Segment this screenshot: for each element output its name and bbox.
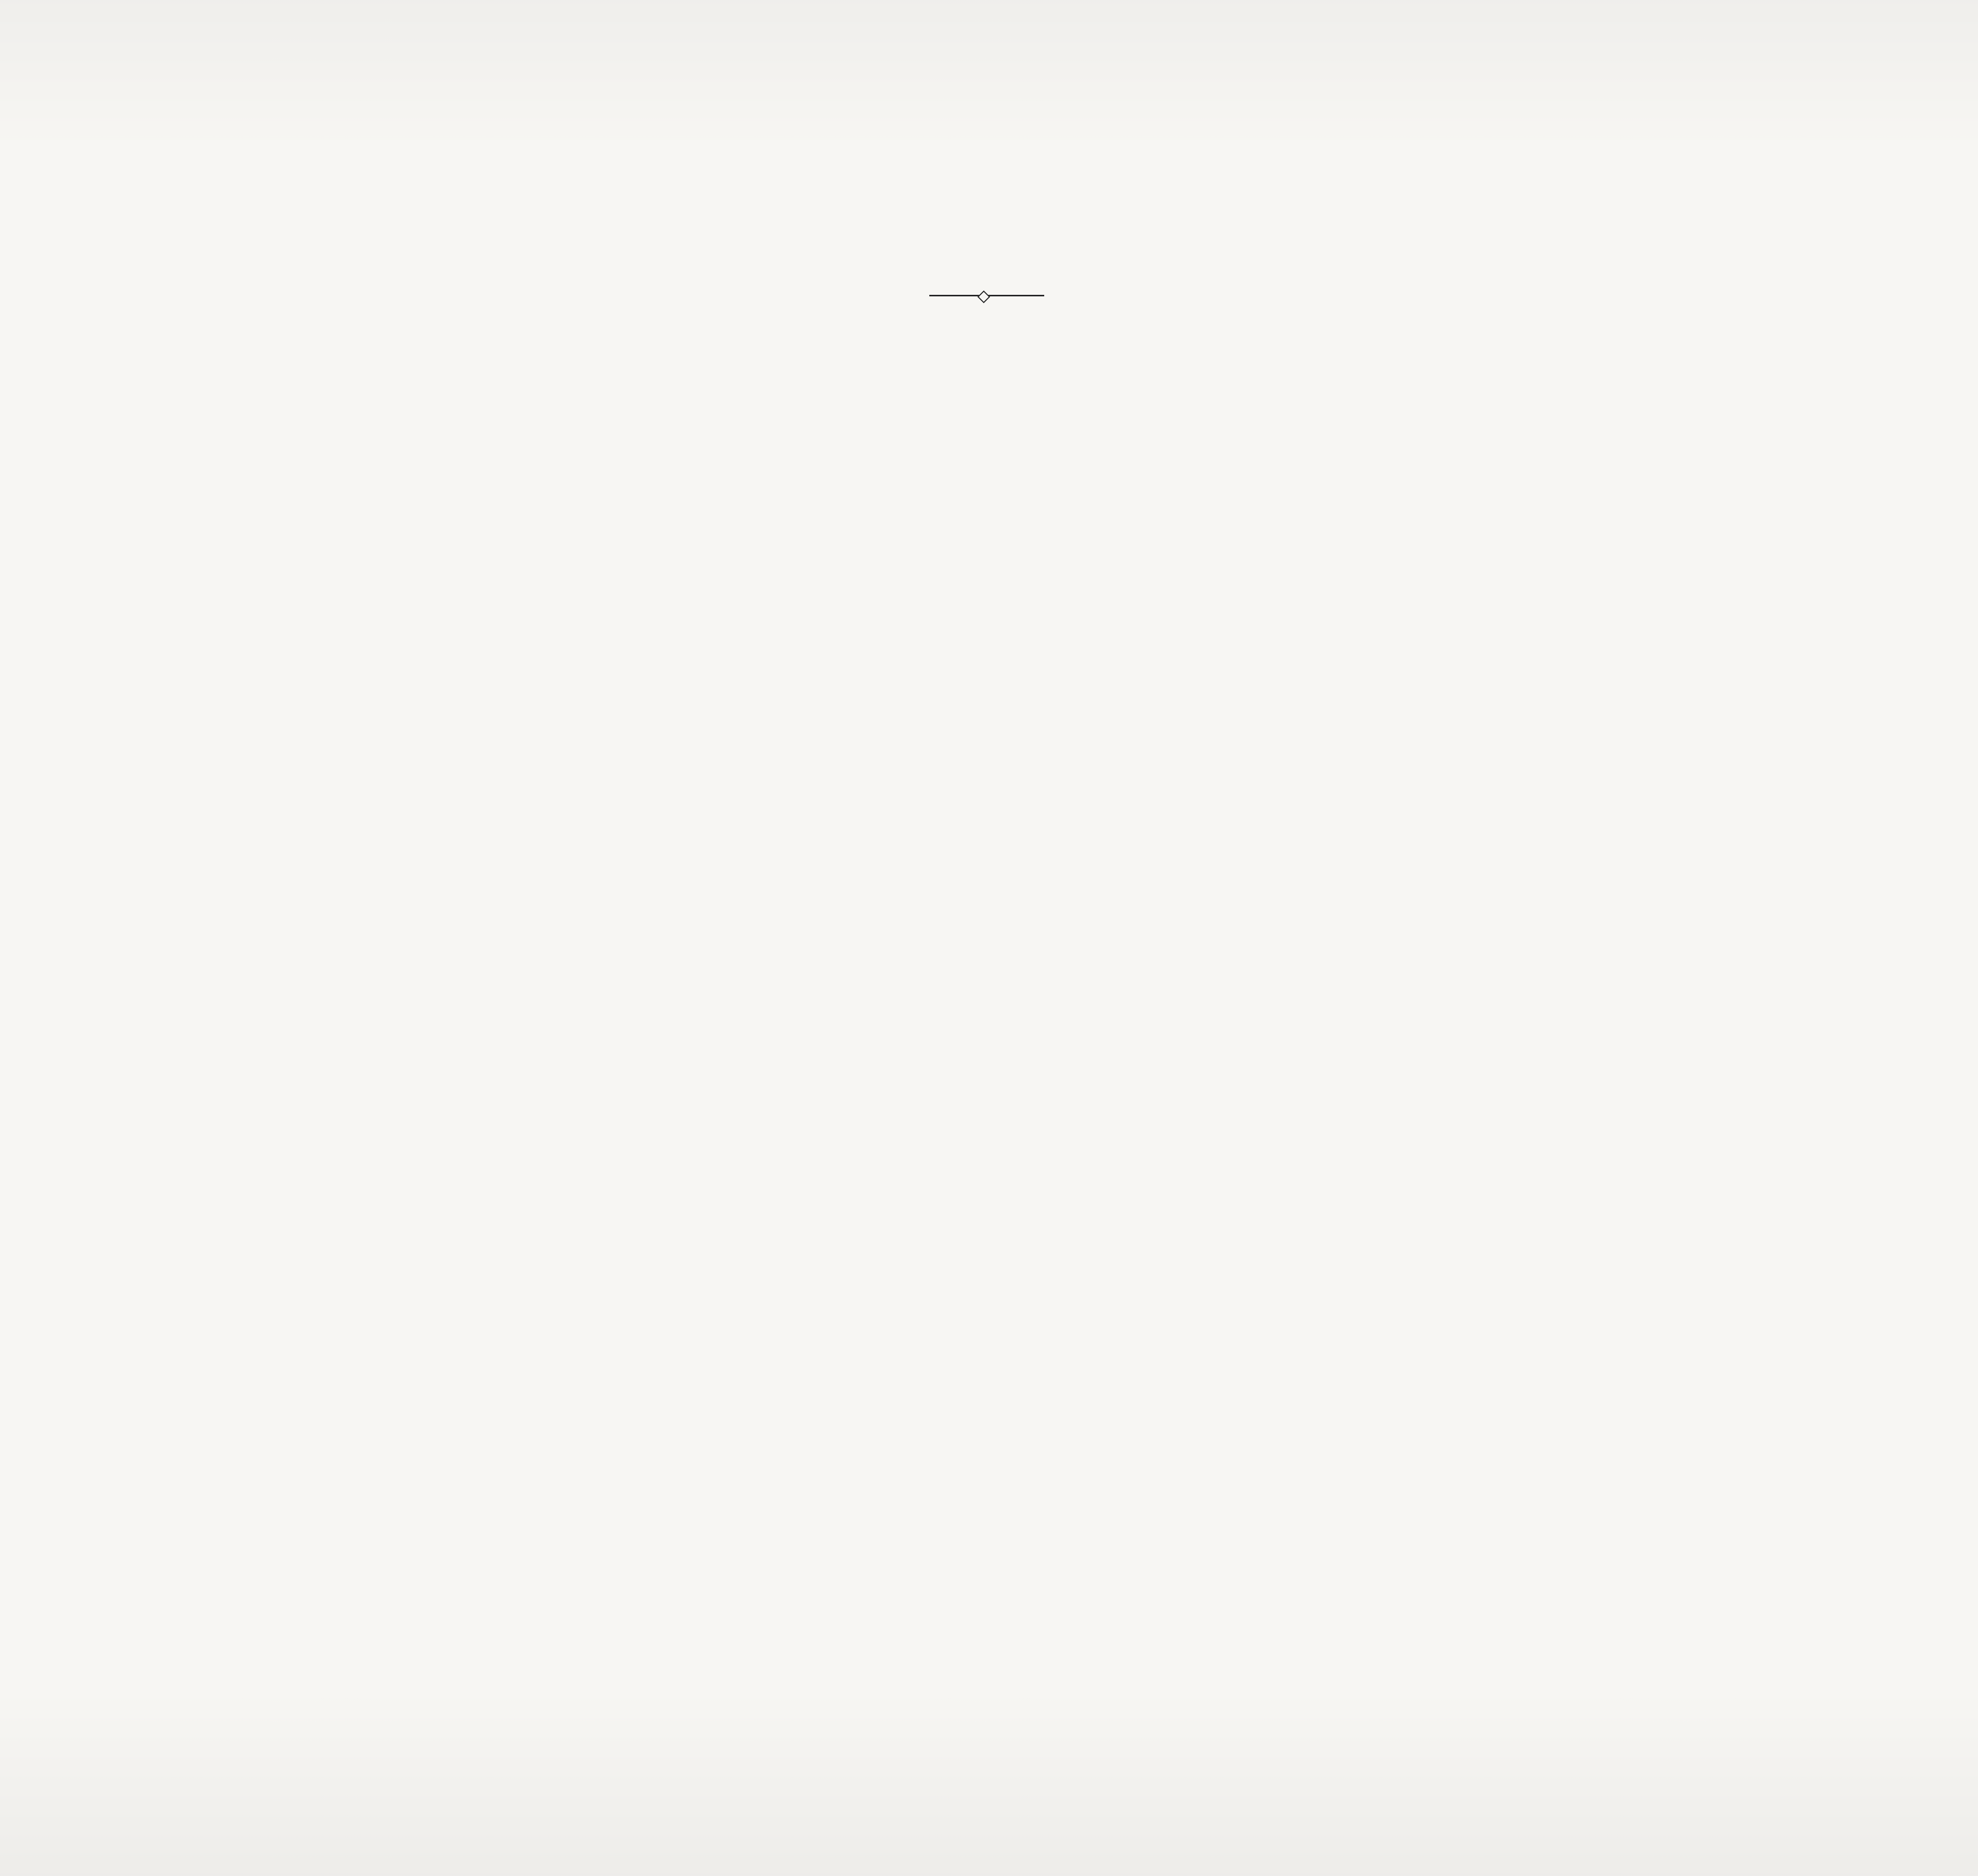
title-ornament (929, 295, 1044, 296)
